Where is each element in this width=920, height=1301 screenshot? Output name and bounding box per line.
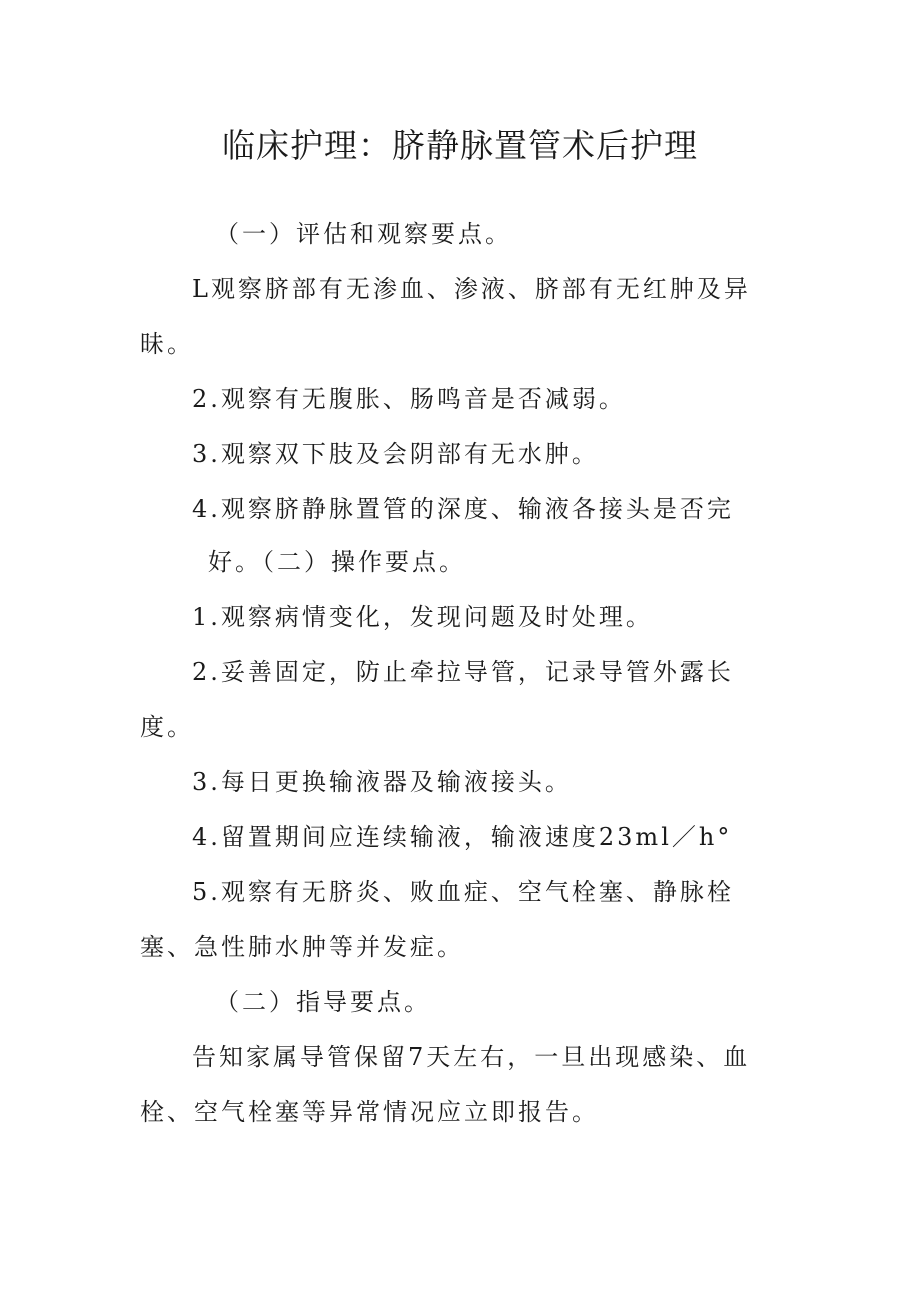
paragraph-line: L观察脐部有无渗血、渗液、脐部有无红肿及异 [192, 275, 751, 303]
paragraph-line: 昧。 [140, 330, 194, 358]
section-heading-assessment: （一）评估和观察要点。 [215, 220, 512, 248]
paragraph-line: 1.观察病情变化，发现问题及时处理。 [192, 603, 653, 631]
paragraph-line: 好。（二）操作要点。 [208, 548, 466, 576]
section-heading-guidance: （二）指导要点。 [215, 988, 431, 1016]
paragraph-line: 塞、急性肺水肿等并发症。 [140, 933, 464, 961]
paragraph-line: 4.留置期间应连续输液，输液速度23ml／h° [192, 823, 733, 851]
paragraph-line: 2.妥善固定，防止牵拉导管，记录导管外露长 [192, 658, 734, 686]
paragraph-line: 度。 [140, 713, 194, 741]
paragraph-line: 2.观察有无腹胀、肠鸣音是否减弱。 [192, 385, 626, 413]
paragraph-line: 告知家属导管保留7天左右，一旦出现感染、血 [192, 1043, 751, 1071]
paragraph-line: 3.观察双下肢及会阴部有无水肿。 [192, 440, 599, 468]
paragraph-line: 3.每日更换输液器及输液接头。 [192, 768, 572, 796]
page-title: 临床护理：脐静脉置管术后护理 [222, 126, 698, 165]
paragraph-line: 5.观察有无脐炎、败血症、空气栓塞、静脉栓 [192, 878, 734, 906]
paragraph-line: 栓、空气栓塞等异常情况应立即报告。 [140, 1098, 599, 1126]
paragraph-line: 4.观察脐静脉置管的深度、输液各接头是否完 [192, 495, 734, 523]
